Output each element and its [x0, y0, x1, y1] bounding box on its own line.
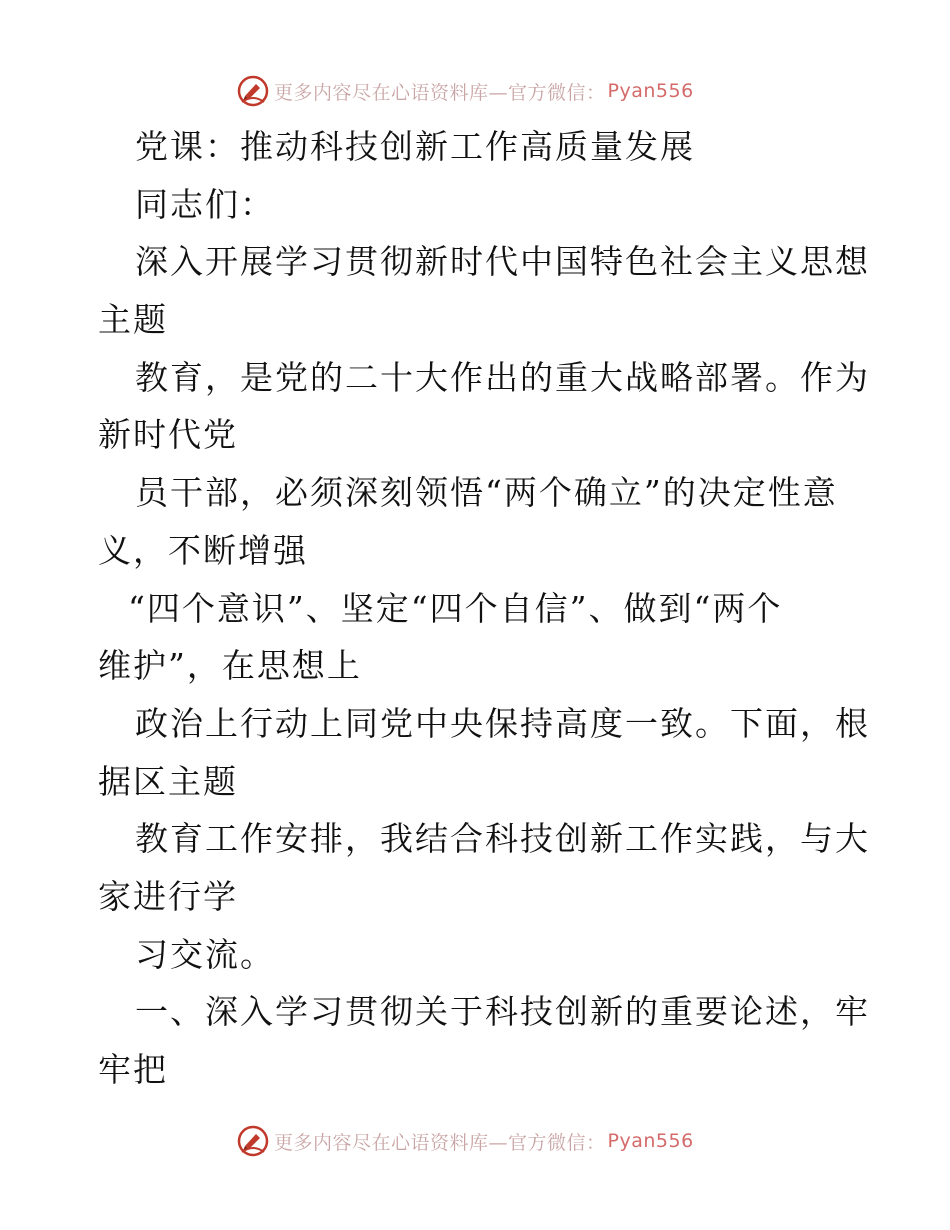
paragraph-line: 据区主题 — [98, 761, 238, 801]
paragraph-line: 主题 — [98, 300, 168, 340]
paragraph-line: 习交流。 — [135, 934, 275, 974]
watermark-text: 更多内容尽在心语资料库—官方微信： — [274, 1131, 606, 1154]
paragraph-line: 教育工作安排，我结合科技创新工作实践，与大 — [135, 819, 870, 859]
paragraph-line: 政治上行动上同党中央保持高度一致。下面，根 — [135, 703, 870, 743]
section-heading: 一、深入学习贯彻关于科技创新的重要论述，牢 — [135, 992, 870, 1032]
document-title: 党课：推动科技创新工作高质量发展 — [135, 127, 695, 166]
paragraph-line: 家进行学 — [98, 876, 238, 916]
paragraph-line: “四个意识”、坚定“四个自信”、做到“两个 — [128, 588, 783, 628]
document-body — [98, 118, 870, 1099]
header-watermark — [236, 74, 694, 108]
book-pen-logo-icon — [236, 74, 270, 108]
salutation: 同志们： — [135, 184, 275, 224]
book-pen-logo-icon — [236, 1124, 270, 1158]
paragraph-line: 新时代党 — [98, 415, 238, 455]
paragraph-line: 员干部，必须深刻领悟“两个确立”的决定性意 — [135, 473, 838, 513]
paragraph-line: 牢把 — [98, 1050, 168, 1089]
footer-watermark — [236, 1124, 694, 1158]
watermark-wechat-id: Pyan556 — [607, 80, 694, 102]
watermark-wechat-id: Pyan556 — [607, 1130, 694, 1152]
paragraph-line: 深入开展学习贯彻新时代中国特色社会主义思想 — [135, 242, 870, 282]
paragraph-line: 维护”，在思想上 — [98, 646, 362, 686]
paragraph-line: 义，不断增强 — [98, 530, 308, 570]
paragraph-line: 教育，是党的二十大作出的重大战略部署。作为 — [135, 357, 870, 397]
watermark-text: 更多内容尽在心语资料库—官方微信： — [274, 81, 606, 104]
